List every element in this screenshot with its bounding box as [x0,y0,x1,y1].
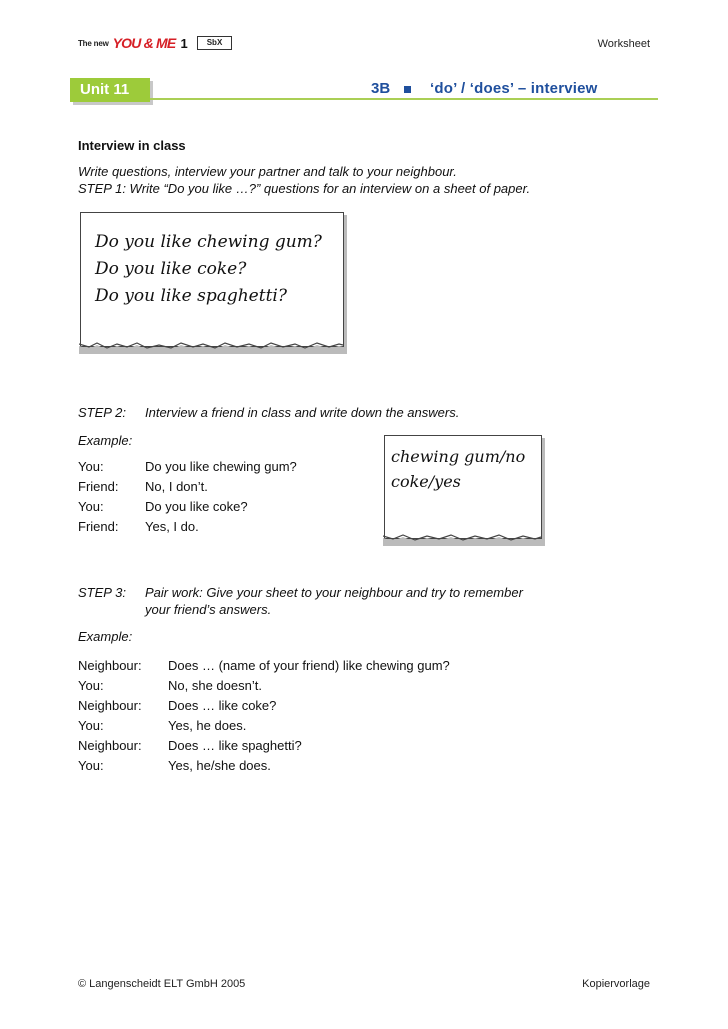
step3-label: STEP 3: [78,585,126,600]
note-answer-2: coke/yes [391,472,461,491]
speaker: Friend: [78,479,119,494]
step3-instruction-2: your friend’s answers. [145,602,272,617]
utterance: No, I don’t. [145,479,208,494]
logo-number: 1 [180,35,188,51]
intro-line-1: Write questions, interview your partner and talk to your neighbour. [78,164,457,179]
sbx-badge: SbX [197,36,232,50]
unit-rule [150,98,658,100]
question-note [80,212,344,347]
speaker: Neighbour: [78,698,142,713]
torn-edge-icon [79,342,347,354]
note-question-2: Do you like coke? [95,259,247,279]
utterance: Do you like chewing gum? [145,459,297,474]
utterance: Yes, he does. [168,718,247,733]
step2-instruction: Interview a friend in class and write down the answers. [145,405,460,420]
utterance: Does … like spaghetti? [168,738,302,753]
step2-label: STEP 2: [78,405,126,420]
speaker: You: [78,678,104,693]
speaker: Friend: [78,519,119,534]
utterance: Do you like coke? [145,499,248,514]
utterance: No, she doesn’t. [168,678,262,693]
speaker: Neighbour: [78,658,142,673]
step3-example-label: Example: [78,629,133,644]
intro-line-2: STEP 1: Write “Do you like …?” questions for an interview on a sheet of paper. [78,181,531,196]
utterance: Does … (name of your friend) like chewing gum? [168,658,450,673]
speaker: You: [78,499,104,514]
logo-prefix: The new [78,38,109,48]
step3-instruction-1: Pair work: Give your sheet to your neighbour and try to remember [145,585,523,600]
footer-label: Kopiervorlage [582,978,650,990]
note-answer-1: chewing gum/no [391,447,526,466]
utterance: Yes, I do. [145,519,199,534]
page-heading: Interview in class [78,138,186,153]
utterance: Does … like coke? [168,698,277,713]
publisher-logo [78,36,188,50]
note-question-1: Do you like chewing gum? [95,232,322,252]
doc-type-label: Worksheet [597,38,650,50]
square-bullet-icon [404,86,411,93]
step2-example-label: Example: [78,433,133,448]
unit-title: Unit 11 [80,81,130,98]
note-question-3: Do you like spaghetti? [95,286,287,306]
section-code: 3B [371,80,391,97]
speaker: You: [78,758,104,773]
speaker: You: [78,718,104,733]
speaker: Neighbour: [78,738,142,753]
torn-edge-icon [383,534,545,546]
answer-note [384,435,542,539]
copyright: © Langenscheidt ELT GmbH 2005 [78,978,246,990]
speaker: You: [78,459,104,474]
utterance: Yes, he/she does. [168,758,271,773]
section-title: ‘do’ / ‘does’ – interview [430,80,598,97]
logo-brand: YOU & ME [112,35,176,51]
